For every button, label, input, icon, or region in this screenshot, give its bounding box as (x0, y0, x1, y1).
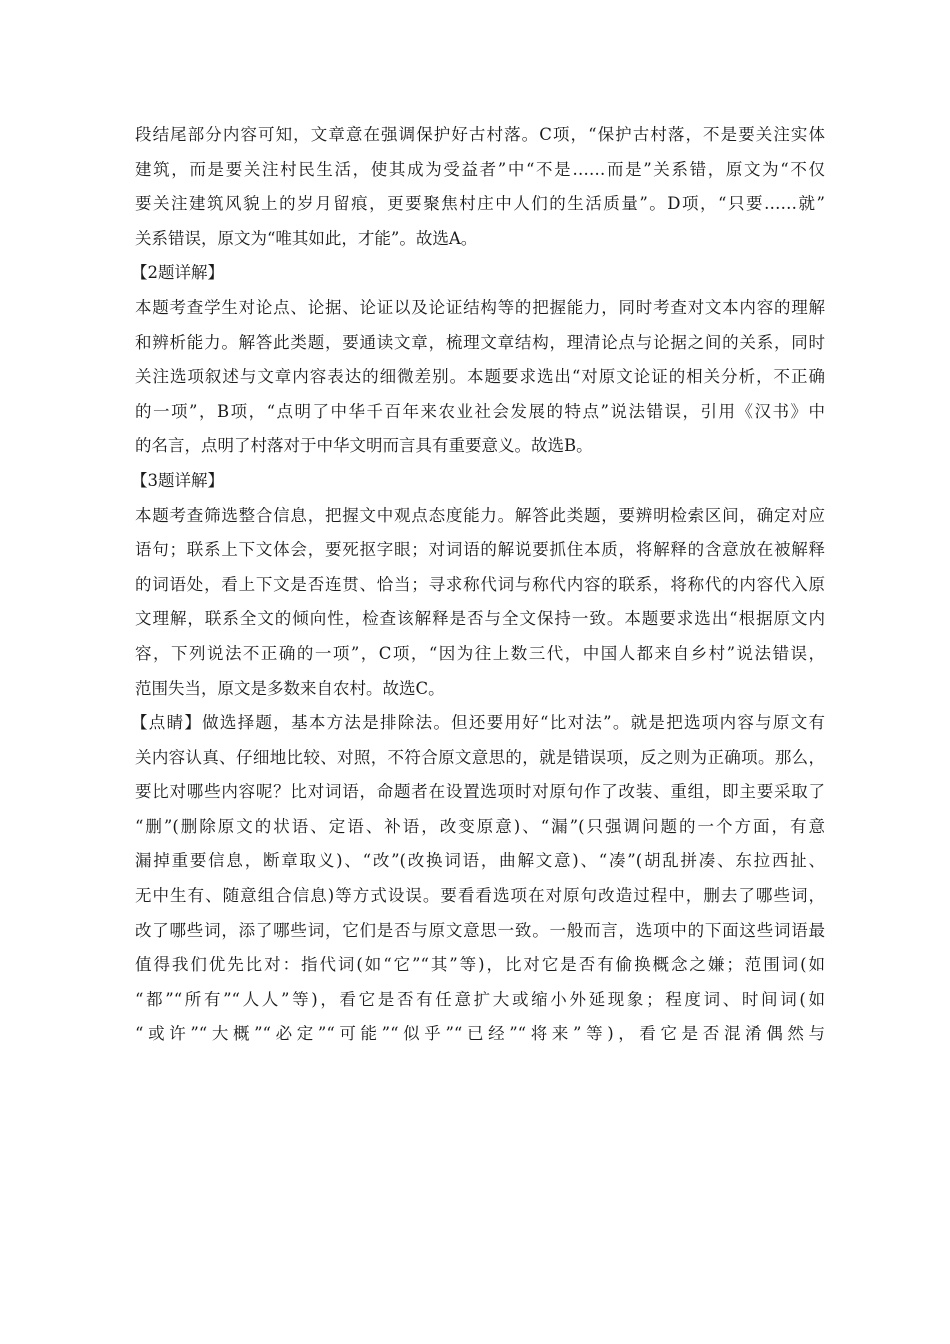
text-line: 值得我们优先比对：指代词(如“它”“其”等)，比对它是否有偷换概念之嫌；范围词(如 (135, 955, 825, 975)
text-line: 和辨析能力。解答此类题，要通读文章，梳理文章结构，理清论点与论据之间的关系，同时 (135, 332, 825, 352)
text-line: “或许”“大概”“必定”“可能”“似乎”“已经”“将来”等)，看它是否混淆偶然与 (135, 1024, 825, 1044)
text-line: 范围失当，原文是多数来自农村。故选C。 (135, 678, 445, 698)
text-line: 无中生有、随意组合信息)等方式设误。要看看选项在对原句改造过程中，删去了哪些词， (135, 886, 825, 906)
text-line: “删”(删除原文的状语、定语、补语，改变原意)、“漏”(只强调问题的一个方面，有意 (135, 816, 825, 836)
text-line: 要比对哪些内容呢？比对词语，命题者在设置选项时对原句作了改装、重组，即主要采取了 (135, 782, 825, 802)
text-line: “都”“所有”“人人”等)，看它是否有任意扩大或缩小外延现象；程度词、时间词(如 (135, 989, 825, 1009)
text-line: 的词语处，看上下文是否连贯、恰当；寻求称代词与称代内容的联系，将称代的内容代入原 (135, 574, 825, 594)
text-line: 关内容认真、仔细地比较、对照，不符合原文意思的，就是错误项，反之则为正确项。那么， (135, 747, 825, 767)
paragraph-1 (135, 118, 825, 256)
text-line: 语句；联系上下文体会，要死抠字眼；对词语的解说要抓住本质，将解释的含意放在被解释 (135, 540, 825, 560)
section-heading-2: 【2题详解】 (131, 263, 224, 283)
document-body (131, 118, 825, 1052)
text-line: 文理解，联系全文的倾向性，检查该解释是否与全文保持一致。本题要求选出“根据原文内 (135, 609, 825, 629)
paragraph-3 (135, 499, 825, 707)
section-heading-3: 【3题详解】 (131, 470, 224, 490)
text-line: 关系错误，原文为“唯其如此，才能”。故选A。 (135, 228, 478, 248)
text-line: 的一项”，B项，“点明了中华千百年来农业社会发展的特点”说法错误，引用《汉书》中 (135, 401, 825, 421)
text-line: 要关注建筑风貌上的岁月留痕，更要聚焦村庄中人们的生活质量”。D项，“只要……就” (135, 194, 825, 214)
text-line: 改了哪些词，添了哪些词，它们是否与原文意思一致。一般而言，选项中的下面这些词语最 (135, 920, 825, 940)
text-line: 关注选项叙述与文章内容表达的细微差别。本题要求选出“对原文论证的相关分析，不正确 (135, 367, 825, 387)
text-line: 建筑，而是要关注村民生活，使其成为受益者”中“不是……而是”关系错，原文为“不仅 (135, 159, 825, 179)
text-line: 的名言，点明了村落对于中华文明而言具有重要意义。故选B。 (135, 436, 593, 456)
paragraph-2 (135, 291, 825, 464)
text-line: 段结尾部分内容可知，文章意在强调保护好古村落。C项，“保护古村落，不是要关注实体 (135, 125, 825, 144)
text-line: 【点睛】做选择题，基本方法是排除法。但还要用好“比对法”。就是把选项内容与原文有 (131, 713, 825, 733)
paragraph-tip (131, 706, 825, 1052)
text-line: 本题考查筛选整合信息，把握文中观点态度能力。解答此类题，要辨明检索区间，确定对应 (135, 505, 825, 525)
text-line: 漏掉重要信息，断章取义)、“改”(改换词语，曲解文意)、“凑”(胡乱拼凑、东拉西扯、 (135, 851, 825, 871)
text-line: 本题考查学生对论点、论据、论证以及论证结构等的把握能力，同时考查对文本内容的理解 (135, 297, 825, 317)
text-line: 容，下列说法不正确的一项”，C项，“因为往上数三代，中国人都来自乡村”说法错误， (135, 643, 825, 663)
